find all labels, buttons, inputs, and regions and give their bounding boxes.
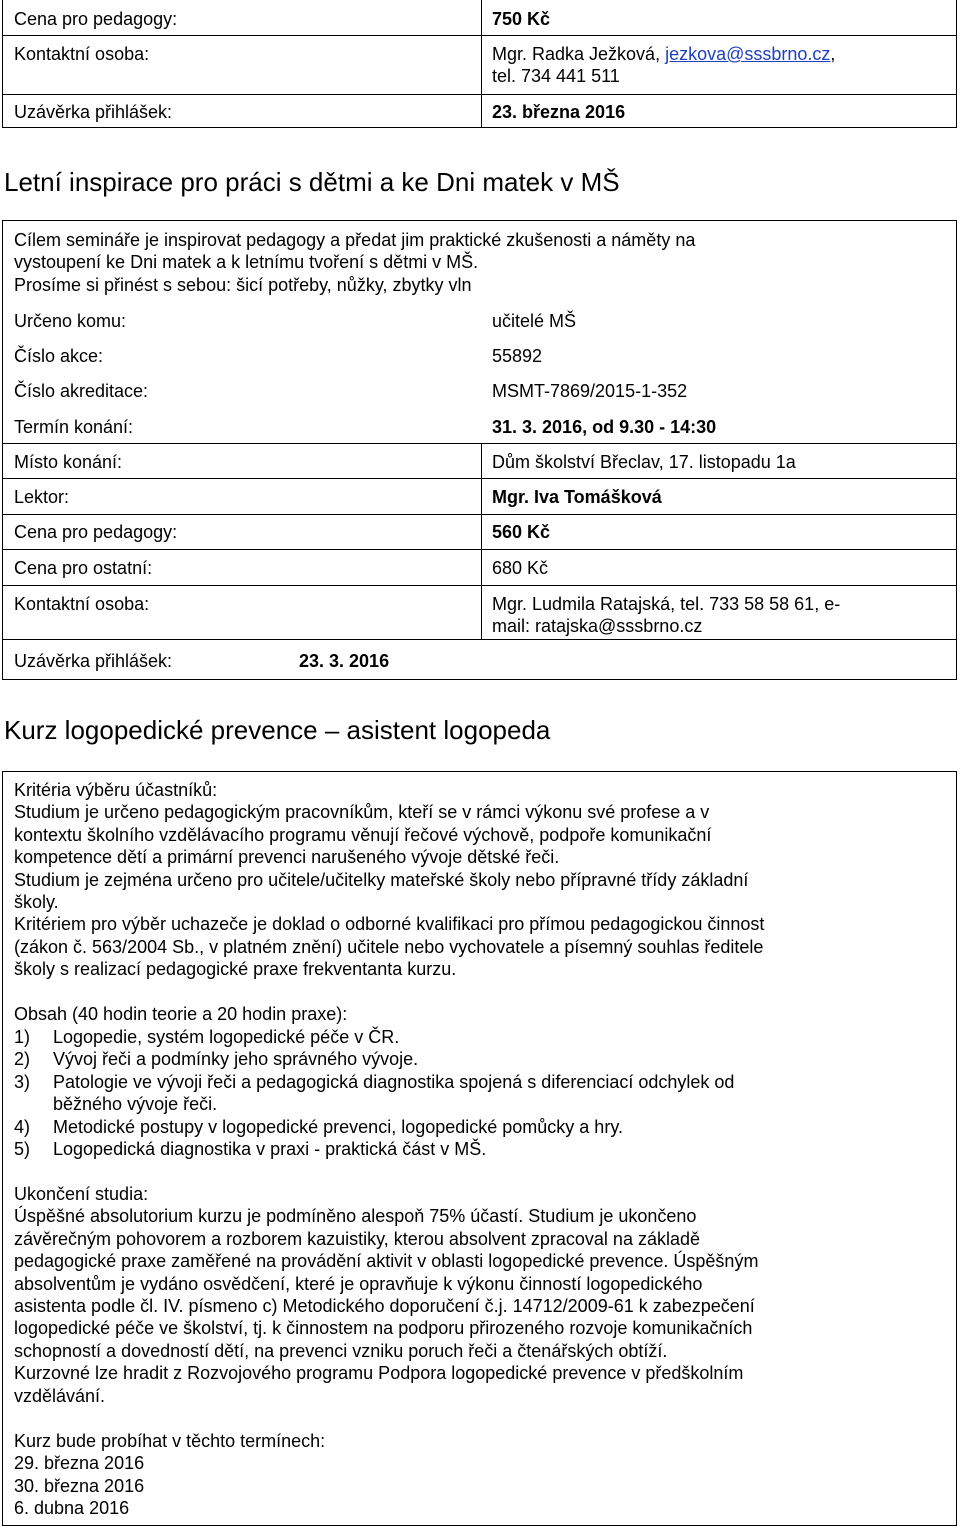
label-accreditation: Číslo akreditace: xyxy=(14,381,149,401)
dates-block xyxy=(14,1430,325,1520)
completion-line: schopností a dovedností dětí, na prevenci vzniku poruch řeči a čtenářských obtíží. xyxy=(14,1340,668,1361)
completion-heading: Ukončení studia: xyxy=(14,1184,149,1204)
criteria-line: Kritériem pro výběr uchazeče je doklad o odborné kvalifikaci pro přímou pedagogickou činnost xyxy=(14,914,765,935)
divider xyxy=(2,478,957,479)
list-number: 1) xyxy=(14,1027,31,1047)
value-contact xyxy=(492,43,835,65)
label-deadline-2: Uzávěrka přihlášek: xyxy=(14,651,173,671)
value-contact-phone: tel. 734 441 511 xyxy=(492,66,620,86)
dates-heading: Kurz bude probíhat v těchto termínech: xyxy=(14,1431,326,1451)
completion-line: logopedické péče ve školství, tj. k činnostem na podporu přirozeného rozvoje komunikačních xyxy=(14,1318,753,1339)
contact-name: Mgr. Radka Ježková, xyxy=(492,44,666,64)
content-block xyxy=(14,1003,347,1025)
list-number: 3) xyxy=(14,1071,31,1092)
list-number: 5) xyxy=(14,1138,31,1159)
completion-line: Kurzovné lze hradit z Rozvojového programu Podpora logopedické prevence v předškolním xyxy=(14,1363,744,1384)
label-deadline: Uzávěrka přihlášek: xyxy=(14,102,173,122)
list-number: 2) xyxy=(14,1049,31,1070)
completion-line: asistenta podle čl. IV. písmeno c) Metodického doporučení č.j. 14712/2009-61 k zabezpečení xyxy=(14,1296,755,1317)
list-text: Patologie ve vývoji řeči a pedagogická diagnostika spojená s diferenciací odchylek od xyxy=(53,1071,735,1092)
value-action-number: 55892 xyxy=(492,346,543,366)
criteria-line: (zákon č. 563/2004 Sb., v platném znění) učitele nebo vychovatele a písemný souhlas ředitele xyxy=(14,936,764,957)
divider xyxy=(2,443,957,444)
label-contact: Kontaktní osoba: xyxy=(14,44,150,64)
section2-title: Kurz logopedické prevence – asistent logopeda xyxy=(4,715,551,745)
completion-line: Úspěšné absolutorium kurzu je podmíněno alespoň 75% účastí. Studium je ukončeno xyxy=(14,1206,697,1227)
list-text: Metodické postupy v logopedické prevenci, logopedické pomůcky a hry. xyxy=(53,1116,623,1137)
list-text: Logopedie, systém logopedické péče v ČR. xyxy=(53,1027,400,1047)
criteria-line: školy. xyxy=(14,892,59,913)
divider xyxy=(2,585,957,586)
label-contact-2: Kontaktní osoba: xyxy=(14,594,150,614)
label-lecturer: Lektor: xyxy=(14,487,70,507)
completion-line: závěrečným pohovorem a rozborem kazuistiky, kterou absolvent zpracoval na základě xyxy=(14,1228,700,1249)
intro-line: vystoupení ke Dni matek a k letnímu tvoření s dětmi v MŠ. xyxy=(14,252,479,273)
completion-block xyxy=(14,1183,758,1407)
criteria-line: školy s realizací pedagogické praxe frekventanta kurzu. xyxy=(14,959,457,980)
value-price-teachers-2: 560 Kč xyxy=(492,522,551,542)
divider xyxy=(481,0,482,128)
criteria-line: kontextu školního vzdělávacího programu věnují řečové výchově, podpoře komunikační xyxy=(14,824,712,845)
contact-suffix: , xyxy=(830,44,836,64)
value-price-others: 680 Kč xyxy=(492,558,549,578)
label-date: Termín konání: xyxy=(14,417,134,437)
divider xyxy=(2,94,957,95)
date-item: 30. března 2016 xyxy=(14,1475,145,1496)
label-venue: Místo konání: xyxy=(14,452,123,472)
list-number: 4) xyxy=(14,1116,31,1137)
value-contact-2: Mgr. Ludmila Ratajská, tel. 733 58 58 61, e- xyxy=(492,594,841,614)
date-item: 6. dubna 2016 xyxy=(14,1498,130,1519)
divider xyxy=(2,35,957,36)
divider xyxy=(2,549,957,550)
contact-email-link[interactable]: jezkova@sssbrno.cz xyxy=(665,44,831,64)
list-text: běžného vývoje řeči. xyxy=(53,1094,218,1115)
value-price-teachers: 750 Kč xyxy=(492,9,551,29)
completion-line: vzdělávání. xyxy=(14,1385,106,1406)
section1-title: Letní inspirace pro práci s dětmi a ke Dni matek v MŠ xyxy=(4,167,620,197)
list-text: Vývoj řeči a podmínky jeho správného vývoje. xyxy=(53,1049,419,1070)
date-item: 29. března 2016 xyxy=(14,1453,145,1474)
value-lecturer: Mgr. Iva Tomášková xyxy=(492,487,662,507)
criteria-line: Studium je zejména určeno pro učitele/učitelky mateřské školy nebo přípravné třídy základní xyxy=(14,869,749,890)
divider xyxy=(2,514,957,515)
list-text: Logopedická diagnostika v praxi - praktická část v MŠ. xyxy=(53,1138,487,1159)
intro-line: Prosíme si přinést s sebou: šicí potřeby, nůžky, zbytky vln xyxy=(14,274,472,295)
divider xyxy=(481,443,482,639)
content-heading: Obsah (40 hodin teorie a 20 hodin praxe): xyxy=(14,1004,348,1024)
value-deadline-2: 23. 3. 2016 xyxy=(299,651,390,671)
label-target: Určeno komu: xyxy=(14,311,127,331)
criteria-block xyxy=(14,779,764,981)
criteria-line: kompetence dětí a primární prevenci narušeného vývoje dětské řeči. xyxy=(14,847,560,868)
label-price-others: Cena pro ostatní: xyxy=(14,558,153,578)
value-contact-2-line2: mail: ratajska@sssbrno.cz xyxy=(492,616,703,636)
completion-line: absolventům je vydáno osvědčení, které je opravňuje k výkonu činností logopedického xyxy=(14,1273,703,1294)
criteria-heading: Kritéria výběru účastníků: xyxy=(14,780,218,800)
intro-line: Cílem semináře je inspirovat pedagogy a předat jim praktické zkušenosti a náměty na xyxy=(14,230,696,250)
divider xyxy=(2,639,957,640)
section1-intro xyxy=(14,229,695,296)
criteria-line: Studium je určeno pedagogickým pracovníkům, kteří se v rámci výkonu své profese a v xyxy=(14,802,710,823)
label-price-teachers: Cena pro pedagogy: xyxy=(14,9,178,29)
value-accreditation: MSMT-7869/2015-1-352 xyxy=(492,381,688,401)
label-action-number: Číslo akce: xyxy=(14,346,104,366)
value-venue: Dům školství Břeclav, 17. listopadu 1a xyxy=(492,452,796,472)
value-deadline: 23. března 2016 xyxy=(492,102,626,122)
completion-line: pedagogické praxe zaměřené na provádění aktivit v oblasti logopedické prevence. Úspěšným xyxy=(14,1251,759,1272)
label-price-teachers-2: Cena pro pedagogy: xyxy=(14,522,178,542)
value-target: učitelé MŠ xyxy=(492,311,577,331)
value-date: 31. 3. 2016, od 9.30 - 14:30 xyxy=(492,417,717,437)
